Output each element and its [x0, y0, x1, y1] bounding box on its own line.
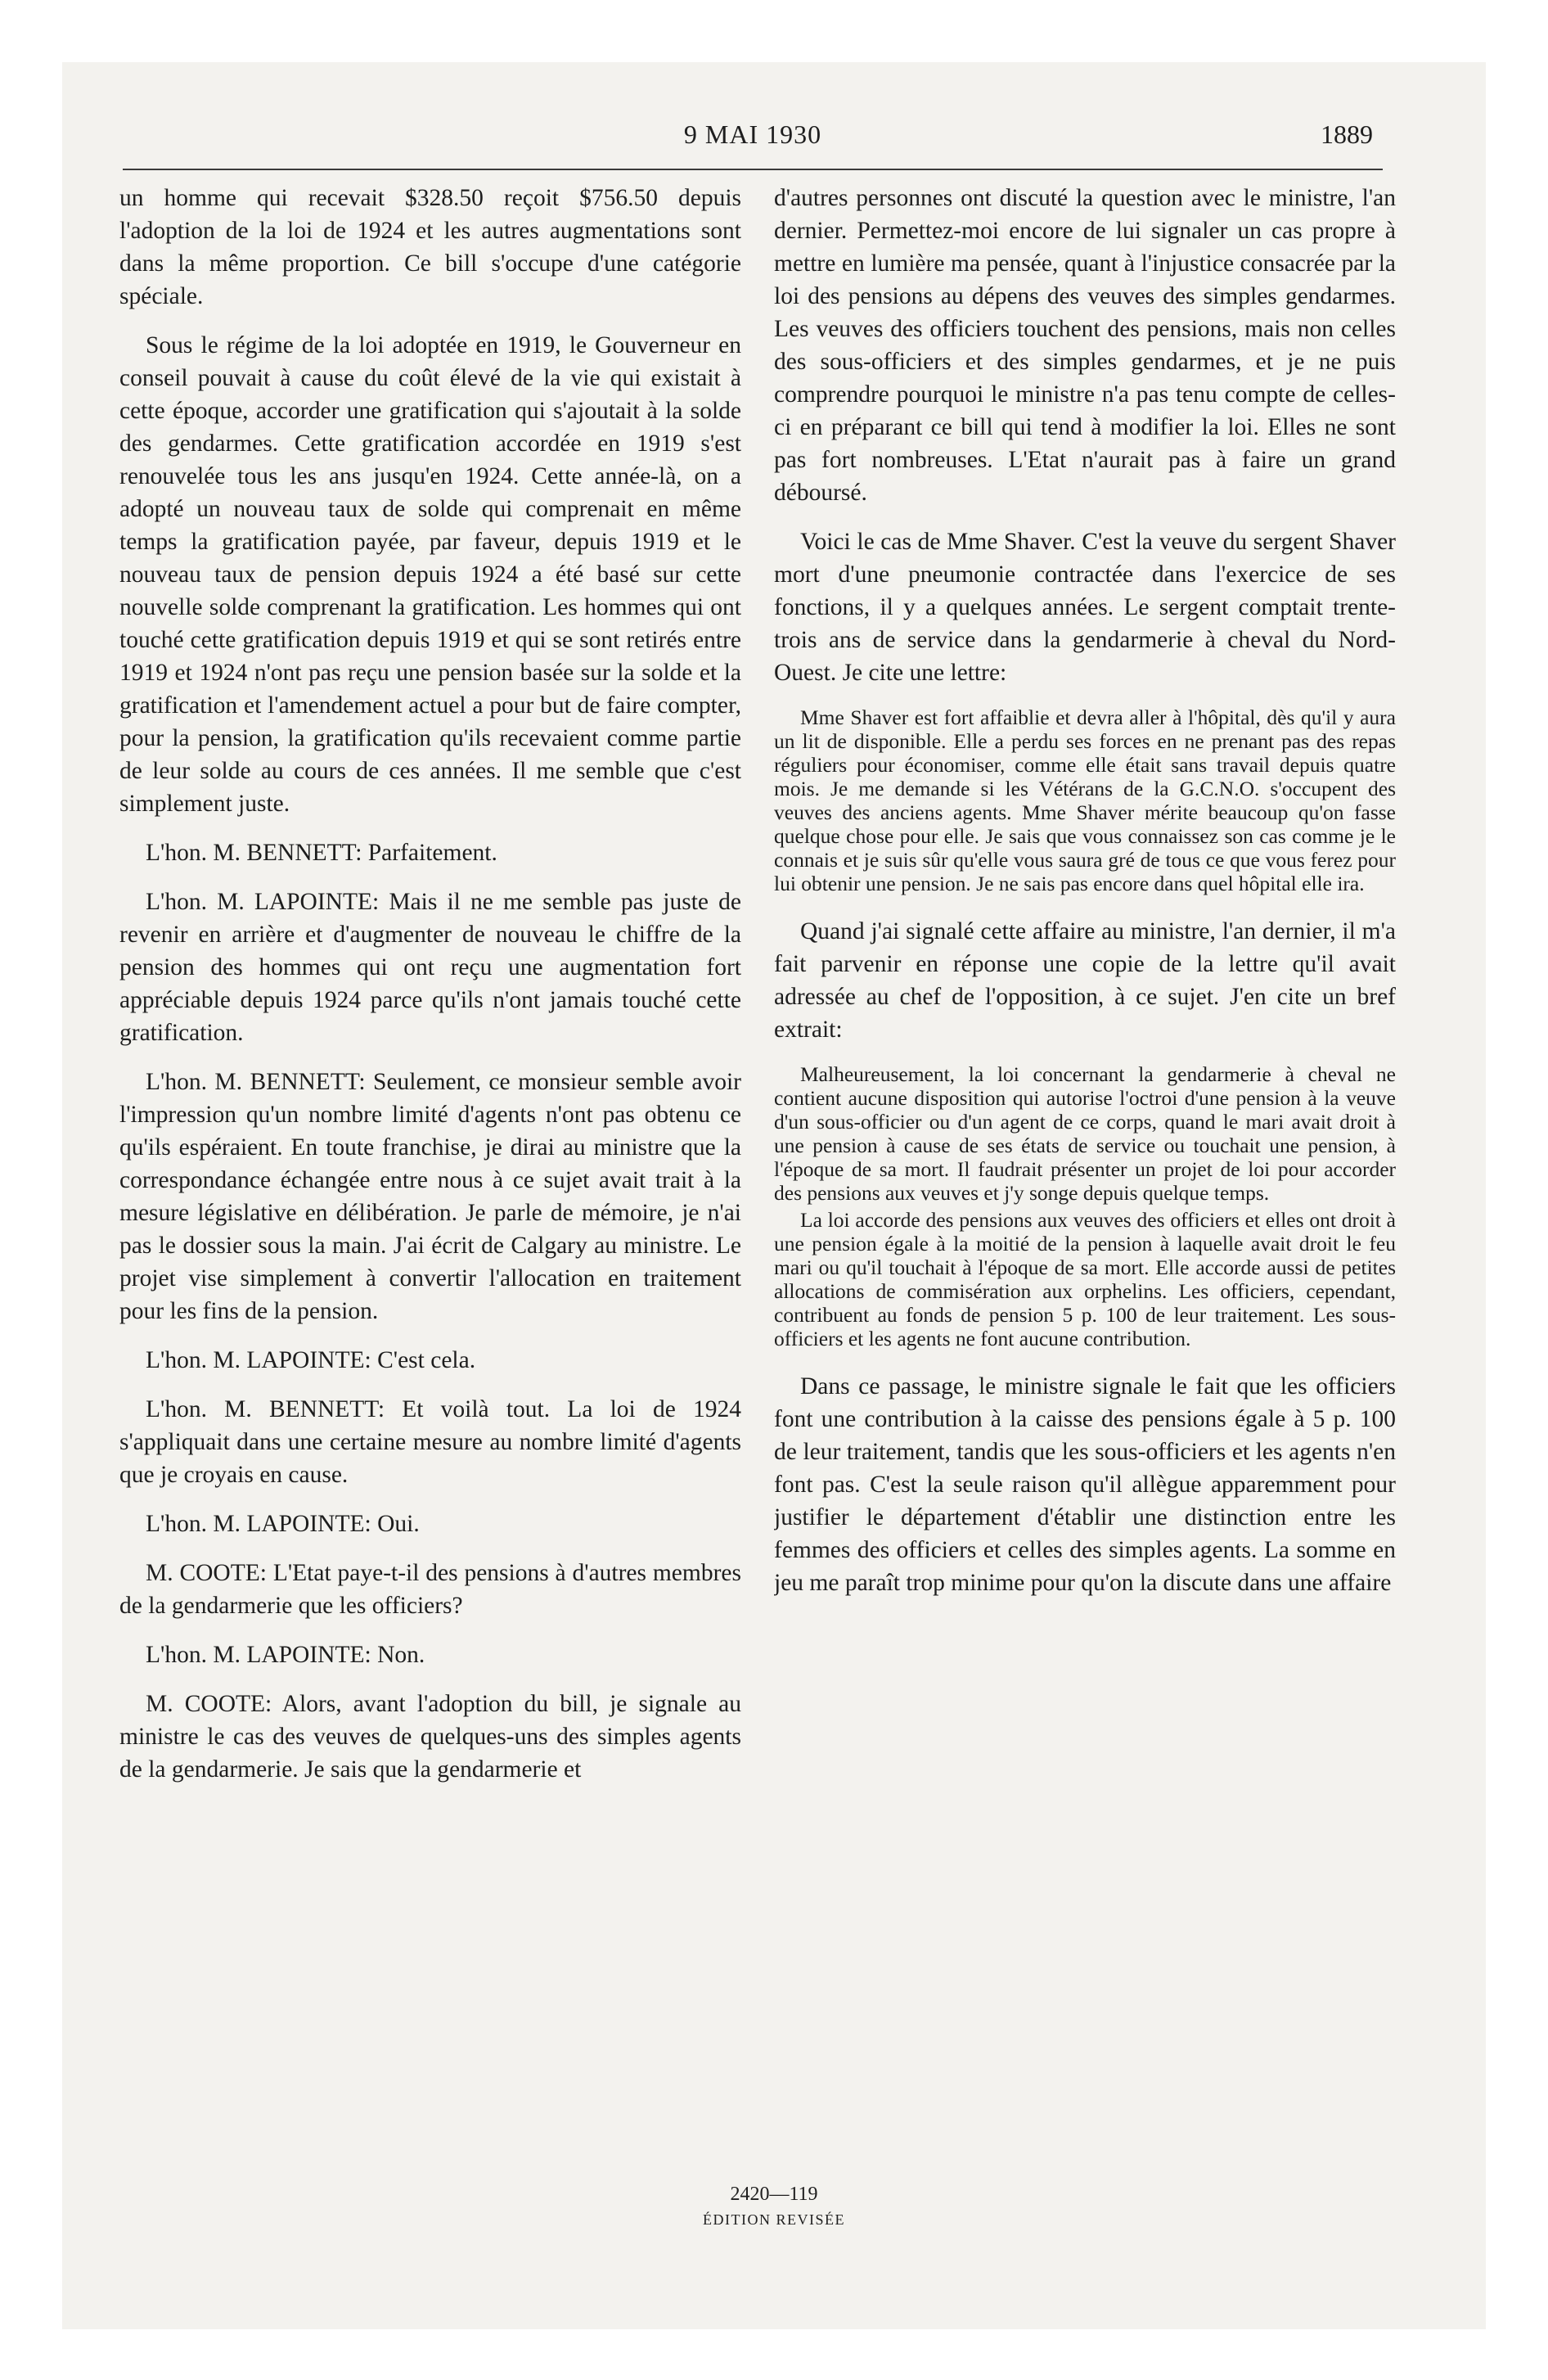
- footer-edition: ÉDITION REVISÉE: [703, 2211, 845, 2228]
- quoted-excerpt: La loi accorde des pensions aux veuves des officiers et elles ont droit à une pension égale à la moitié de la pension à laquelle avait droit le feu mari ou qu'il touchait à l'époque de sa mort. Elle accorde aussi de petites allocations de commisération aux orphelins. Les officiers, cependant, contribuent au fonds de pension 5 p. 100 de leur traitement. Les sous-officiers et les agents ne font aucune contribution.: [774, 1208, 1396, 1350]
- header-rule: [123, 169, 1383, 170]
- paragraph: L'hon. M. BENNETT: Seulement, ce monsieur semble avoir l'impression qu'un nombre limité d'agents n'ont pas obtenu ce qu'ils espéraient. En toute franchise, je dirai au ministre que la correspondance échangée entre nous à ce sujet avait trait à la mesure législative en délibération. Je parle de mémoire, je n'ai pas le dossier sous la main. J'ai écrit de Calgary au ministre. Le projet vise simplement à convertir l'allocation en traitement pour les fins de la pension.: [119, 1069, 741, 1324]
- paragraph: L'hon. M. BENNETT: Parfaitement.: [146, 840, 497, 866]
- paragraph: M. COOTE: Alors, avant l'adoption du bill, je signale au ministre le cas des veuves de quelques-uns des simples agents de la gendarmerie. Je sais que la gendarmerie et: [119, 1691, 741, 1783]
- paragraph: Quand j'ai signalé cette affaire au ministre, l'an dernier, il m'a fait parvenir en réponse une copie de la lettre qu'il avait adressée au chef de l'opposition, à ce sujet. J'en cite un bref extrait:: [774, 918, 1396, 1043]
- quoted-letter: Mme Shaver est fort affaiblie et devra aller à l'hôpital, dès qu'il y aura un lit de disponible. Elle a perdu ses forces en ne prenant pas des repas réguliers pour économiser, comme elle était sans travail depuis quatre mois. Je me demande si les Vétérans de la G.C.N.O. s'occupent des veuves des anciens agents. Mme Shaver mérite beaucoup qu'on fasse quelque chose pour elle. Je sais que vous connaissez son cas comme je le connais et je suis sûr qu'elle vous saura gré de tous ce que vous ferez pour lui obtenir une pension. Je ne sais pas encore dans quel hôpital elle ira.: [774, 705, 1396, 895]
- header-page-number: 1889: [1321, 119, 1373, 149]
- page-header: [123, 115, 1383, 156]
- paragraph: L'hon. M. LAPOINTE: Non.: [146, 1642, 425, 1668]
- paragraph: Voici le cas de Mme Shaver. C'est la veuve du sergent Shaver mort d'une pneumonie contractée dans l'exercice de ses fonctions, il y a quelques années. Le sergent comptait trente-trois ans de service dans la gendarmerie à cheval du Nord-Ouest. Je cite une lettre:: [774, 529, 1396, 686]
- footer-code: 2420—119: [730, 2184, 818, 2205]
- left-column: [119, 182, 741, 2162]
- paragraph: L'hon. M. LAPOINTE: Oui.: [146, 1511, 420, 1537]
- paragraph: d'autres personnes ont discuté la question avec le ministre, l'an dernier. Permettez-moi encore de lui signaler un cas propre à mettre en lumière ma pensée, quant à l'injustice consacrée par la loi des pensions au dépens des veuves des simples gendarmes. Les veuves des officiers touchent des pensions, mais non celles des sous-officiers et des simples gendarmes, et je ne puis comprendre pourquoi le ministre n'a pas tenu compte de celles-ci en préparant ce bill qui tend à modifier la loi. Elles ne sont pas fort nombreuses. L'Etat n'aurait pas à faire un grand déboursé.: [774, 185, 1396, 506]
- right-column: [774, 182, 1396, 2162]
- paragraph: Sous le régime de la loi adoptée en 1919, le Gouverneur en conseil pouvait à cause du coût élevé de la vie qui existait à cette époque, accorder une gratification qui s'ajoutait à la solde des gendarmes. Cette gratification accordée en 1919 s'est renouvelée tous les ans jusqu'en 1924. Cette année-là, on a adopté un nouveau taux de solde qui comprenait en même temps la gratification payée, par faveur, depuis 1919 et le nouveau taux de pension depuis 1924 a été basé sur cette nouvelle solde comprenant la gratification. Les hommes qui ont touché cette gratification depuis 1919 et qui se sont retirés entre 1919 et 1924 n'ont pas reçu une pension basée sur la solde et la gratification et l'amendement actuel a pour but de faire compter, pour la pension, la gratification qu'ils recevaient comme partie de leur solde au cours de ces années. Il me semble que c'est simplement juste.: [119, 332, 741, 817]
- quoted-excerpt: Malheureusement, la loi concernant la gendarmerie à cheval ne contient aucune disposition qui autorise l'octroi d'une pension à la veuve d'un sous-officier ou d'un agent de ce corps, quand le mari avait droit à une pension à cause de ses états de service ou touchait une pension, à l'époque de sa mort. Il faudrait présenter un projet de loi pour accorder des pensions aux veuves et j'y songe depuis quelque temps.: [774, 1062, 1396, 1205]
- paragraph: un homme qui recevait $328.50 reçoit $756.50 depuis l'adoption de la loi de 1924 et les autres augmentations sont dans la même proportion. Ce bill s'occupe d'une catégorie spéciale.: [119, 185, 741, 309]
- paragraph: L'hon. M. BENNETT: Et voilà tout. La loi de 1924 s'appliquait dans une certaine mesure au nombre limité d'agents que je croyais en cause.: [119, 1396, 741, 1488]
- paragraph: Dans ce passage, le ministre signale le fait que les officiers font une contribution à la caisse des pensions égale à 5 p. 100 de leur traitement, tandis que les sous-officiers et les agents n'en font pas. C'est la seule raison qu'il allègue apparemment pour justifier le département d'établir une distinction entre les femmes des officiers et celles des simples agents. La somme en jeu me paraît trop minime pour qu'on la discute dans une affaire: [774, 1373, 1396, 1596]
- paragraph: M. COOTE: L'Etat paye-t-il des pensions à d'autres membres de la gendarmerie que les officiers?: [119, 1560, 741, 1619]
- header-date: 9 MAI 1930: [683, 119, 822, 149]
- paragraph: L'hon. M. LAPOINTE: Mais il ne me semble pas juste de revenir en arrière et d'augmenter de nouveau le chiffre de la pension des hommes qui ont reçu une augmentation fort appréciable depuis 1924 parce qu'ils n'ont jamais touché cette gratification.: [119, 889, 741, 1046]
- paragraph: L'hon. M. LAPOINTE: C'est cela.: [146, 1347, 476, 1373]
